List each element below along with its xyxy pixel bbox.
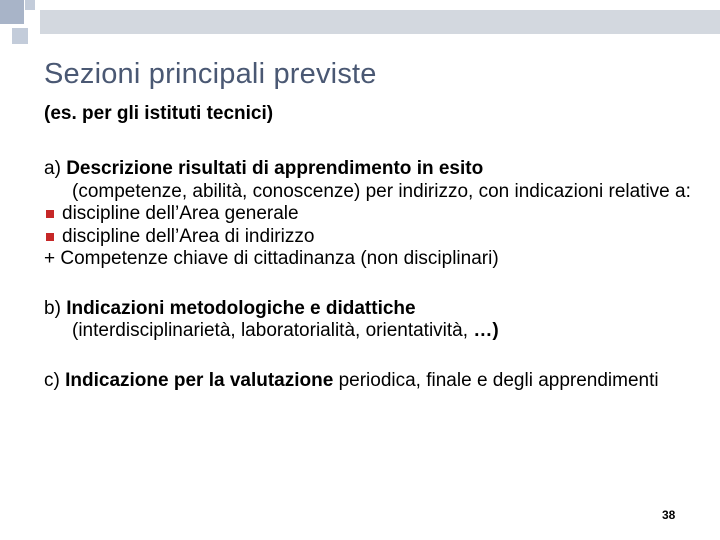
section-c-heading: Indicazione per la valutazione [65,369,334,391]
square-bullet-icon [46,233,54,241]
deco-square-medium [12,28,28,44]
section-c [44,370,694,393]
section-a-extra: + Competenze chiave di cittadinanza (non disciplinari) [44,248,499,269]
section-c-prefix: c) [44,369,66,391]
bullet-item-area-generale [44,203,694,226]
section-a-continuation: (competenze, abilità, conoscenze) per indirizzo, con indicazioni relative a: [72,180,691,202]
slide-title: Sezioni principali previste [44,58,377,90]
deco-square-small [25,0,35,10]
section-c-rest: periodica, finale e degli apprendimenti [333,369,659,391]
square-bullet-icon [46,210,54,218]
bullet-label: discipline dell’Area generale [62,203,299,224]
slide-body [44,158,694,392]
section-b-heading: Indicazioni metodologiche e didattiche [66,297,416,319]
decorative-header-squares [0,0,720,50]
header-band [34,10,720,34]
page-number: 38 [662,508,676,522]
section-b-prefix: b) [44,297,67,319]
bullet-label: discipline dell’Area di indirizzo [62,225,315,247]
slide-subtitle: (es. per gli istituti tecnici) [44,103,274,124]
section-a [44,158,694,203]
deco-square-large [0,0,24,24]
section-b-ellipsis: …) [473,320,499,341]
section-a-prefix: a) [44,158,67,179]
section-a-heading: Descrizione risultati di apprendimento in esito [66,158,484,179]
section-b [44,298,694,343]
section-b-continuation: (interdisciplinarietà, laboratorialità, orientatività, [72,320,474,341]
bullet-item-area-indirizzo [44,226,694,249]
